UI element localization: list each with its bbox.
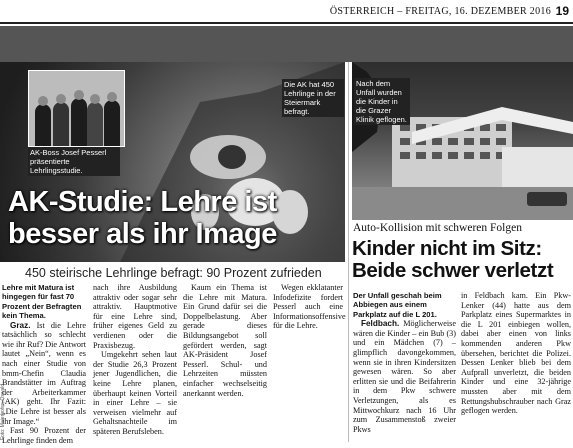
person-head [56,94,66,104]
photo-credit: Foto: Maierhofer; Oswald [0,383,6,440]
main-subhead: 450 steirische Lehrlinge befragt: 90 Prozent zufrieden [25,266,322,280]
headline-line-2: besser als ihr Image [8,218,277,250]
article-lead: Lehre mit Matura ist hingegen für fast 70 Prozent der Befragten kein Thema. [2,283,82,321]
inset-photo [28,70,125,147]
person-head [74,90,84,100]
person-head [38,96,48,106]
person-head [107,92,117,102]
person-figure [104,100,120,146]
person-figure [87,102,103,146]
article-column-1 [2,283,86,445]
right-article-column-1 [353,291,456,434]
person-head [90,94,100,104]
article-text: Ist die Lehre tatsächlich so schlecht wie ihr Ruf? Die Antwort lautet „Nein“, wenn es nach einer Studie von bmm-Chefin Claudia Brandstätter im Auftrag der Arbeiterkammer (AK) geht. Ihr Fazit: „Die Lehre ist besser als ihr Image.“ [2,320,86,426]
photo-caption: Nach dem Unfall wurden die Kinder in die Grazer Klinik geflogen. [354,78,410,125]
main-headline [8,186,342,250]
article-column-4 [273,283,346,331]
kicker: Auto-Kollision mit schweren Folgen [353,222,522,234]
right-article-column-2 [461,291,571,416]
ad-band [0,26,573,62]
person-figure [35,104,51,146]
person-figure [71,98,87,146]
page-number: 19 [555,4,569,18]
headline-line-2: Beide schwer verletzt [352,259,554,282]
header-dateline: ÖSTERREICH – FREITAG, 16. DEZEMBER 2016 [329,6,551,17]
headline-line-1: AK-Studie: Lehre ist [8,186,277,218]
photo-caption: Die AK hat 450 Lehrlinge in der Steiermark befragt. [282,79,344,117]
column-divider [348,62,349,442]
article-text: nach ihre Ausbildung attraktiv oder sogar sehr attraktiv. Hauptmotive für eine Lehre sind, früher eigenes Geld zu verdienen oder die Praxisbezug. [93,283,177,350]
headline-line-1: Kinder nicht im Sitz: [352,237,542,260]
article-text: Fast 90 Prozent der Lehrlinge finden dem [2,426,86,445]
article-text: Kaum ein Thema ist die Lehre mit Matura. Ein Grund dafür sei die Doppelbelastung. Aber gerade dieses Bildungsangebot soll gefördert werden, sagt AK-Präsident Josef Pesserl. Schul- und Lehrzeiten müssten einfacher wechselseitig anerkannt werden. [183,283,267,398]
article-text: Umgekehrt sehen laut der Studie 26,3 Prozent jener Jugendlichen, die keine Lehre planen, überhaupt keinen Vorteil in einer Lehre – sie verweisen vielmehr auf Gehaltsnachteile im späteren Berufsleben. [93,350,177,436]
article-lead: Der Unfall geschah beim Abbiegen aus einem Parkplatz auf die L 201. [353,291,442,319]
page-header [0,0,573,26]
article-column-3 [183,283,267,398]
article-text: Wegen ekklatanter Infodefizite fordert Pesserl auch eine Informationsoffensive für die Lehre. [273,283,346,331]
person-figure [53,102,69,146]
dateline: Graz. [10,320,31,330]
article-text: Möglicherweise wären die Kinder – ein Bub (3) und ein Mädchen (7) – glimpflich davongekommen, wenn sie in ihren Kindersitzen gewesen wären. So aber erlitten sie und die Beifahrerin in dem Pkw schwere Verletzungen, als es Mittwochkurz nach 16 Uhr zum Zusammenstoß zweier Pkws [353,319,456,434]
header-rule [0,22,573,24]
article-text: in Feldbach kam. Ein Pkw-Lenker (44) hatte aus dem Parkplatz eines Supermarktes in die L 201 einbiegen wollen, dabei aber einen von links kommenden anderen Pkw übersehen, berichtet die Polizei. Dessen Lenker blieb bei dem Aufprall unverletzt, die beiden Kinder und eine 32-jährige mussten aber mit dem Rettungshubschrauber nach Graz geflogen werden. [461,291,571,416]
inset-caption: AK-Boss Josef Pesserl präsentierte Lehrlingsstudie. [28,147,120,176]
article-column-2 [93,283,177,437]
dateline: Feldbach. [361,319,400,329]
right-headline [352,238,573,282]
